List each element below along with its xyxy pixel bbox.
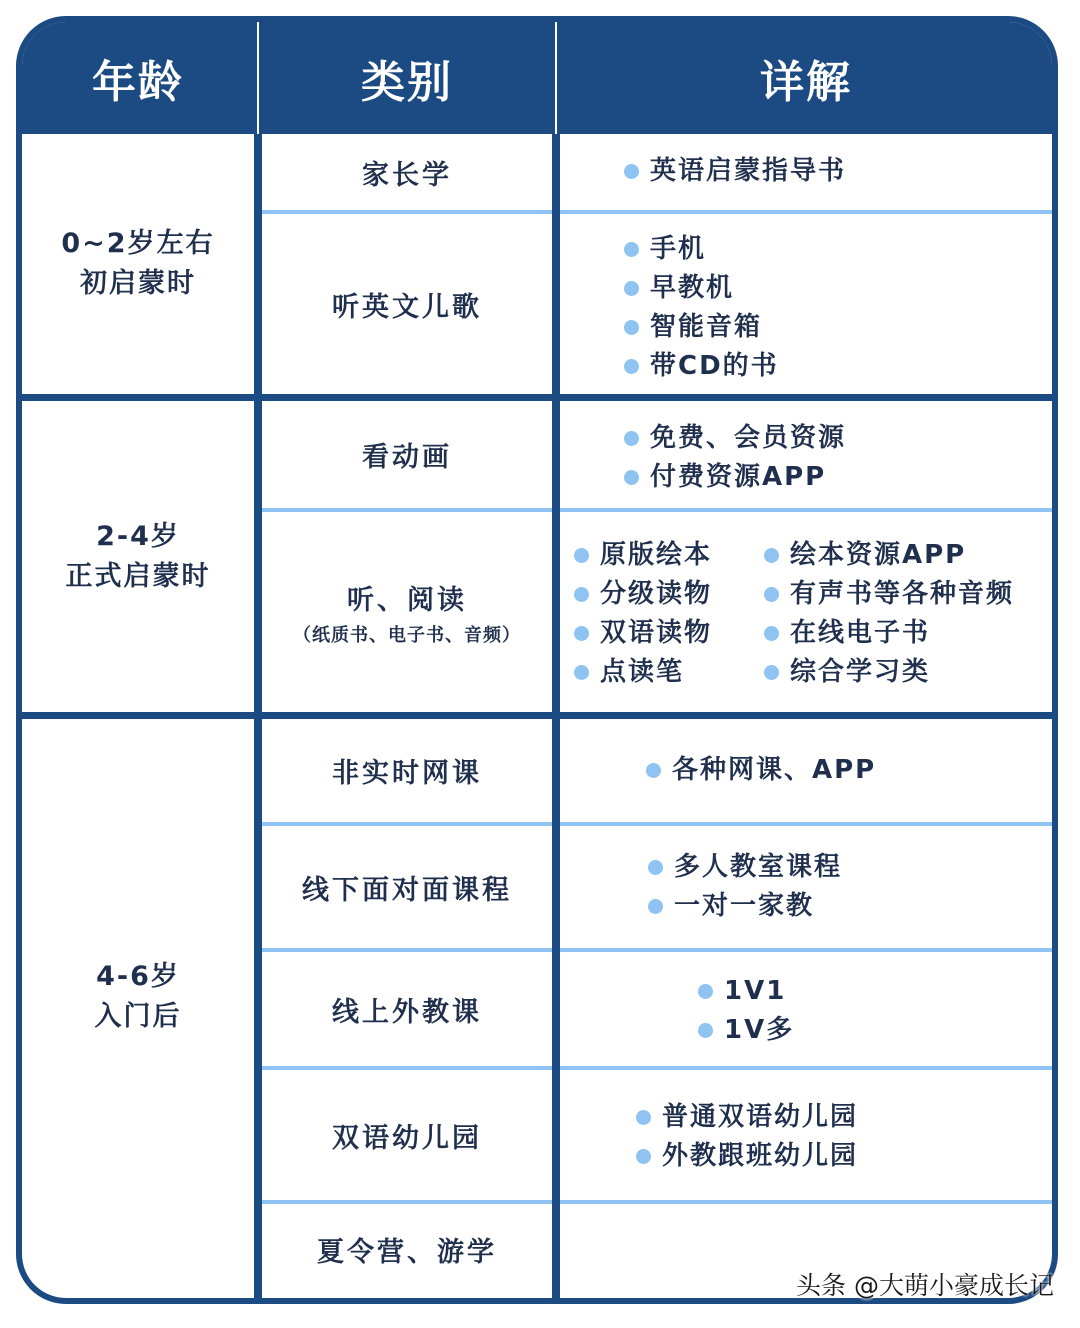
category-cell xyxy=(262,826,552,948)
detail-item xyxy=(624,230,779,269)
age-line: 2-4岁 xyxy=(96,520,180,552)
bullet-icon xyxy=(574,665,589,680)
category-cell xyxy=(262,1204,552,1294)
detail-item xyxy=(648,887,842,926)
bullet-icon xyxy=(624,470,639,485)
age-line: 0~2岁左右 xyxy=(61,228,215,259)
detail-list xyxy=(624,419,846,497)
bullet-icon xyxy=(624,242,639,257)
age-line: 正式启蒙时 xyxy=(65,560,211,592)
category-cell xyxy=(262,134,552,210)
detail-text: 早教机 xyxy=(650,273,735,303)
detail-item xyxy=(764,614,1014,653)
bullet-icon xyxy=(624,281,639,296)
detail-item xyxy=(624,269,779,308)
detail-text: 1V1 xyxy=(724,976,787,1006)
detail-cell xyxy=(560,952,1052,1066)
detail-cell xyxy=(560,401,1052,508)
detail-text: 免费、会员资源 xyxy=(650,423,847,453)
age-cell-0-2 xyxy=(22,134,254,394)
detail-text: 普通双语幼儿园 xyxy=(662,1102,859,1132)
detail-text: 点读笔 xyxy=(600,657,685,687)
column-divider xyxy=(254,22,262,1298)
detail-list xyxy=(698,972,794,1050)
detail-item xyxy=(574,614,712,653)
bullet-icon xyxy=(574,548,589,563)
bullet-icon xyxy=(764,626,779,641)
group-divider xyxy=(22,394,1052,401)
detail-text: 带CD的书 xyxy=(650,351,779,381)
detail-text: 分级读物 xyxy=(600,579,713,609)
category-label: 非实时网课 xyxy=(332,758,482,789)
category-label: 家长学 xyxy=(362,159,452,191)
detail-item xyxy=(636,1098,858,1137)
detail-cell xyxy=(560,512,1052,712)
detail-list-left xyxy=(574,536,712,692)
header-age: 年龄 xyxy=(92,57,184,108)
age-line: 4-6岁 xyxy=(96,960,180,992)
detail-item xyxy=(624,347,779,386)
bullet-icon xyxy=(624,431,639,446)
detail-text: 智能音箱 xyxy=(650,312,763,342)
bullet-icon xyxy=(624,320,639,335)
detail-text: 各种网课、APP xyxy=(672,755,877,785)
category-cell xyxy=(262,401,552,508)
detail-text: 外教跟班幼儿园 xyxy=(662,1141,859,1171)
detail-list xyxy=(646,751,876,790)
detail-item xyxy=(624,458,846,497)
detail-text: 原版绘本 xyxy=(600,540,713,570)
bullet-icon xyxy=(574,587,589,602)
detail-list xyxy=(624,152,846,191)
age-line: 入门后 xyxy=(94,1000,182,1032)
detail-cell xyxy=(560,214,1052,394)
watermark: 头条 @大萌小豪成长记 xyxy=(796,1271,1054,1300)
bullet-icon xyxy=(636,1110,651,1125)
category-cell xyxy=(262,719,552,822)
bullet-icon xyxy=(636,1149,651,1164)
detail-cell xyxy=(560,826,1052,948)
detail-item xyxy=(698,1011,794,1050)
comparison-table xyxy=(16,16,1058,1304)
detail-text: 综合学习类 xyxy=(790,657,931,687)
detail-text: 在线电子书 xyxy=(790,618,931,648)
category-label: 线上外教课 xyxy=(332,996,482,1028)
category-cell xyxy=(262,214,552,394)
age-line: 初启蒙时 xyxy=(80,268,196,299)
group-divider xyxy=(22,712,1052,719)
detail-item xyxy=(648,848,842,887)
category-label: 线下面对面课程 xyxy=(302,874,512,906)
age-cell-4-6 xyxy=(22,719,254,1274)
table-header xyxy=(22,22,1052,134)
category-label: 看动画 xyxy=(362,442,452,473)
detail-cell xyxy=(560,134,1052,210)
bullet-icon xyxy=(764,587,779,602)
detail-item xyxy=(624,152,846,191)
age-cell-2-4 xyxy=(22,401,254,712)
category-label: 听英文儿歌 xyxy=(332,291,482,323)
detail-list xyxy=(636,1098,858,1176)
detail-item xyxy=(574,653,712,692)
detail-text: 有声书等各种音频 xyxy=(790,579,1015,609)
category-sublabel: （纸质书、电子书、音频） xyxy=(293,624,521,646)
detail-text: 1V多 xyxy=(724,1015,795,1045)
category-cell xyxy=(262,1070,552,1200)
detail-item xyxy=(764,575,1014,614)
bullet-icon xyxy=(764,548,779,563)
detail-list xyxy=(624,230,779,386)
detail-text: 手机 xyxy=(650,234,707,264)
detail-text: 双语读物 xyxy=(600,618,713,648)
category-label: 双语幼儿园 xyxy=(332,1122,482,1154)
category-label: 夏令营、游学 xyxy=(317,1236,497,1268)
detail-item xyxy=(764,653,1014,692)
bullet-icon xyxy=(648,860,663,875)
detail-item xyxy=(636,1137,858,1176)
detail-text: 绘本资源APP xyxy=(790,540,967,570)
bullet-icon xyxy=(574,626,589,641)
detail-item xyxy=(624,419,846,458)
detail-cell xyxy=(560,719,1052,822)
detail-text: 一对一家教 xyxy=(674,891,815,921)
category-cell xyxy=(262,952,552,1066)
bullet-icon xyxy=(698,984,713,999)
detail-item xyxy=(764,536,1014,575)
detail-list-right xyxy=(764,536,1014,692)
bullet-icon xyxy=(624,359,639,374)
category-label: 听、阅读 xyxy=(347,584,467,616)
header-detail: 详解 xyxy=(760,57,852,108)
detail-item xyxy=(698,972,794,1011)
detail-list xyxy=(648,848,842,926)
detail-item xyxy=(574,536,712,575)
bullet-icon xyxy=(648,899,663,914)
column-divider xyxy=(552,22,560,1298)
detail-text: 英语启蒙指导书 xyxy=(650,156,847,186)
bullet-icon xyxy=(764,665,779,680)
detail-cell xyxy=(560,1070,1052,1200)
bullet-icon xyxy=(698,1023,713,1038)
detail-text: 多人教室课程 xyxy=(674,852,843,882)
bullet-icon xyxy=(646,763,661,778)
detail-item xyxy=(624,308,779,347)
header-category: 类别 xyxy=(361,57,453,108)
detail-item xyxy=(574,575,712,614)
detail-item xyxy=(646,751,876,790)
bullet-icon xyxy=(624,164,639,179)
detail-text: 付费资源APP xyxy=(650,462,827,492)
category-cell xyxy=(262,512,552,712)
